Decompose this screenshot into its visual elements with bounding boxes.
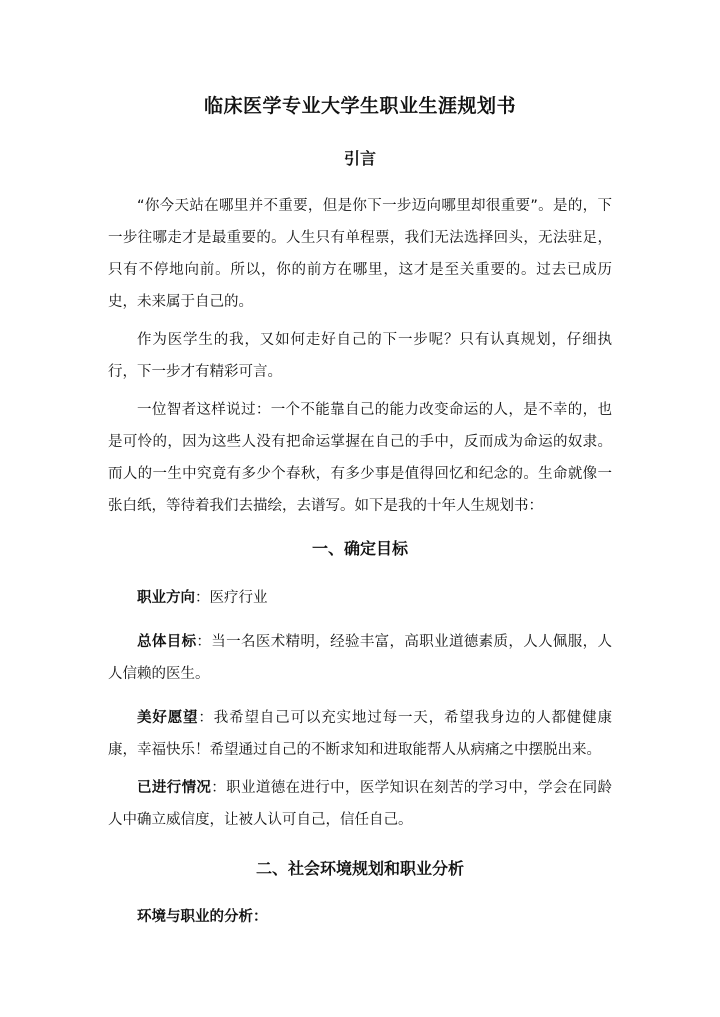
intro-paragraph-2: 作为医学生的我，又如何走好自己的下一步呢？只有认真规划，仔细执行，下一步才有精彩可言。 [108,332,612,380]
overall-goal-label: 总体目标 [137,634,197,650]
intro-paragraph-3: 一位智者这样说过：一个不能靠自己的能力改变命运的人，是不幸的，也是可怜的，因为这些人没有把命运掌握在自己的手中，反而成为命运的奴隶。而人的一生中究竟有多少个春秋，有多少事是值得回忆和纪念的。生命就像一张白纸，等待着我们去描绘，去谱写。如下是我的十年人生规划书： [108,402,612,514]
wish-label: 美好愿望 [137,710,199,726]
career-direction-text: ：医疗行业 [195,590,268,606]
progress-text: ：职业道德在进行中，医学知识在刻苦的学习中，学会在同龄人中确立威信度，让被人认可自己，信任自己。 [108,780,613,828]
intro-paragraph-1: “你今天站在哪里并不重要，但是你下一步迈向哪里却很重要”。是的，下一步往哪走才是最重要的。人生只有单程票，我们无法选择回头，无法驻足，只有不停地向前。所以，你的前方在哪里，这才是至关重要的。过去已成历史，未来属于自己的。 [108,198,612,310]
document-title: 临床医学专业大学生职业生涯规划书 [203,95,516,117]
wish-item [108,702,612,766]
intro-heading: 引言 [343,149,376,168]
section-1-heading: 一、确定目标 [311,539,408,558]
career-direction-item [108,582,612,614]
overall-goal-text: ：当一名医术精明，经验丰富，高职业道德素质，人人佩服，人人信赖的医生。 [108,634,612,682]
progress-label: 已进行情况 [137,780,212,796]
career-direction-label: 职业方向 [137,590,195,606]
section-2-heading: 二、社会环境规划和职业分析 [255,859,464,878]
environment-analysis-subheading: 环境与职业的分析： [137,909,268,925]
progress-item [108,772,612,836]
wish-text: ：我希望自己可以充实地过每一天，希望我身边的人都健健康康，幸福快乐！希望通过自己的不断求知和进取能帮人从病痛之中摆脱出来。 [108,710,613,758]
overall-goal-item [108,626,612,690]
